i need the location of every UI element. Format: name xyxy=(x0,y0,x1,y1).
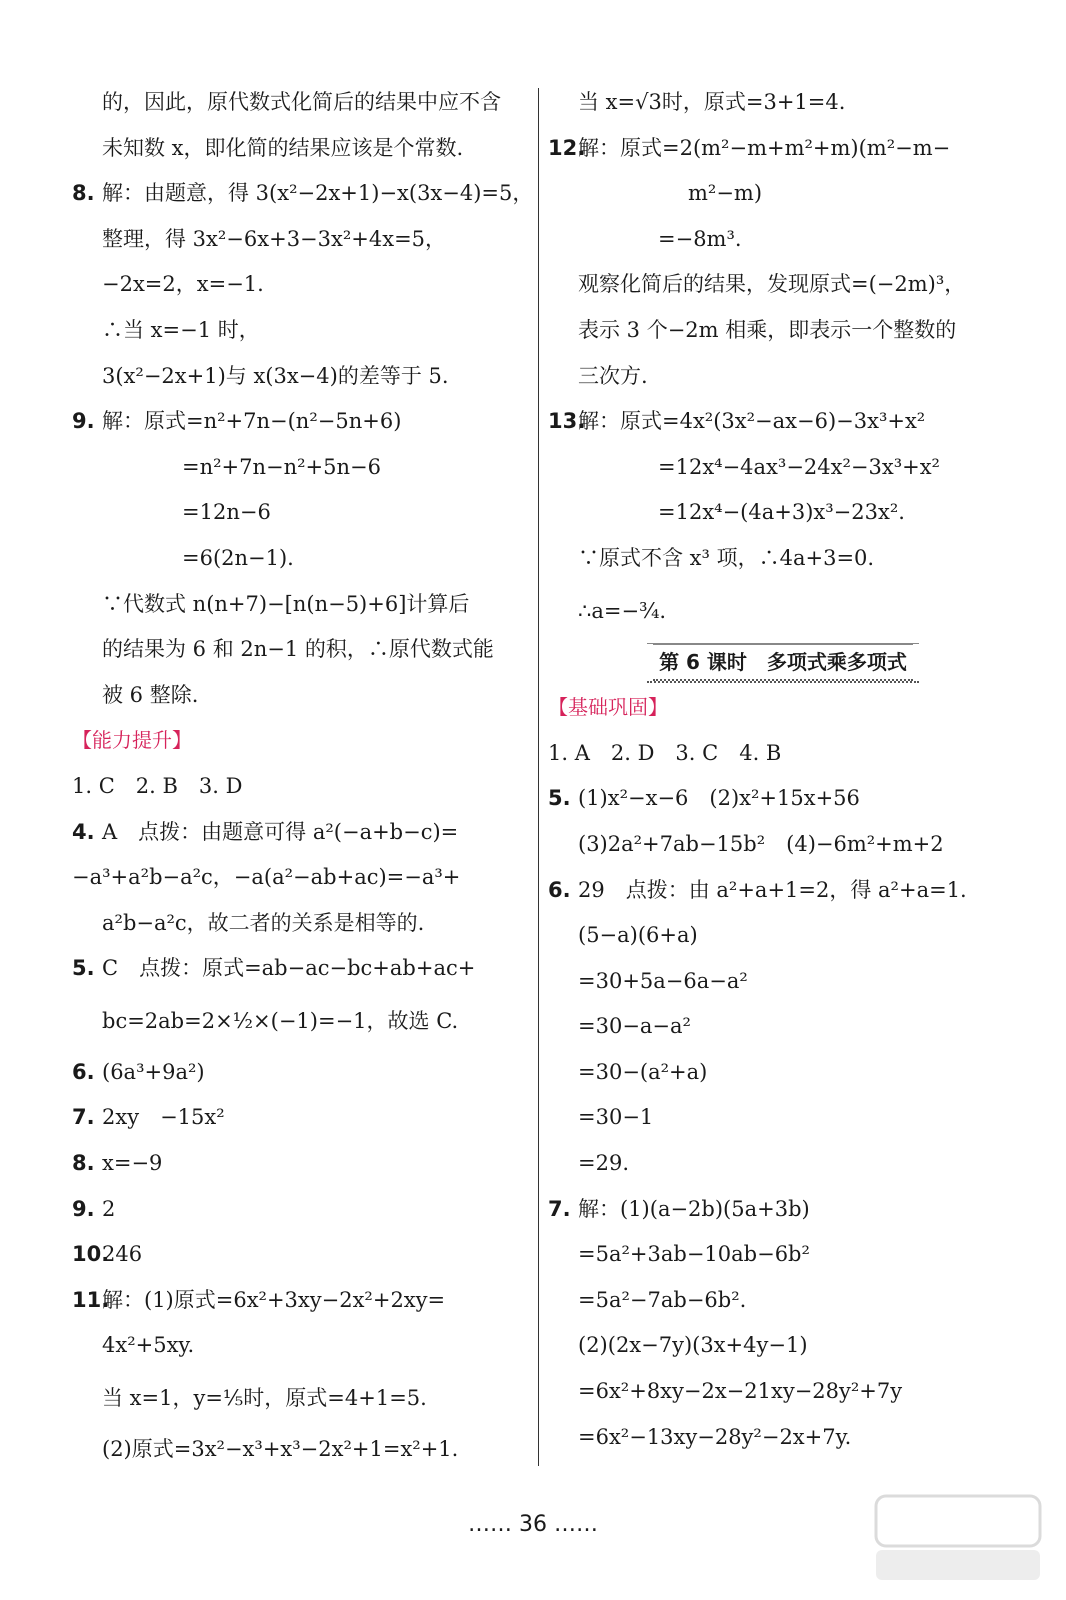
line-text: ∵原式不含 x³ 项，∴4a+3=0. xyxy=(578,545,875,570)
line-text: =5a²−7ab−6b². xyxy=(578,1287,747,1312)
line-text: (6a³+9a²) xyxy=(102,1059,205,1084)
question-number: 9. xyxy=(72,409,95,434)
line-text: 1. A 2. D 3. C 4. B xyxy=(548,740,782,765)
text-line xyxy=(72,445,528,491)
line-text: (2)(2x−7y)(3x+4y−1) xyxy=(578,1333,808,1358)
left-column xyxy=(72,80,534,1473)
text-line xyxy=(72,171,534,217)
text-line xyxy=(72,1369,528,1427)
text-line xyxy=(548,80,1018,126)
line-text: ∴a=−¾. xyxy=(578,598,667,623)
line-text: 表示 3 个−2m 相乘，即表示一个整数的 xyxy=(578,317,957,342)
question-number: 8. xyxy=(72,1151,95,1176)
line-text: =30+5a−6a−a² xyxy=(578,968,748,993)
lesson-title xyxy=(548,640,1018,686)
text-line xyxy=(548,582,1018,640)
text-line xyxy=(72,627,528,673)
line-text: bc=2ab=2×½×(−1)=−1，故选 C. xyxy=(102,1008,459,1033)
line-text: =6x²+8xy−2x−21xy−28y²+7y xyxy=(578,1379,903,1404)
line-text: =6(2n−1). xyxy=(182,545,294,570)
line-text: =30−a−a² xyxy=(578,1014,691,1039)
text-line xyxy=(548,868,1018,914)
line-text: 29 点拨：由 a²+a+1=2，得 a²+a=1. xyxy=(578,877,967,902)
line-text: (3)2a²+7ab−15b² (4)−6m²+m+2 xyxy=(578,831,944,856)
question-number: 9. xyxy=(72,1196,95,1221)
text-line xyxy=(548,171,1018,217)
line-text: 246 xyxy=(102,1242,143,1267)
text-line xyxy=(548,822,1018,868)
text-line xyxy=(72,354,528,400)
column-divider xyxy=(538,88,539,1466)
question-number: 4. xyxy=(72,819,95,844)
text-line xyxy=(548,217,1018,263)
line-text: 观察化简后的结果，发现原式=(−2m)³， xyxy=(578,272,966,297)
line-text: x=−9 xyxy=(102,1151,163,1176)
text-line xyxy=(72,1323,528,1369)
question-number: 5. xyxy=(72,956,95,981)
text-line xyxy=(72,1232,528,1278)
text-line xyxy=(72,901,528,947)
text-line xyxy=(548,354,1018,400)
line-text: 的结果为 6 和 2n−1 的积，∴原代数式能 xyxy=(102,637,494,662)
text-line xyxy=(548,1187,1018,1233)
line-text: −2x=2，x=−1. xyxy=(102,272,264,297)
text-line xyxy=(72,80,528,126)
text-line xyxy=(548,308,1018,354)
text-line xyxy=(72,126,528,172)
text-line xyxy=(72,810,528,856)
line-text: 【基础巩固】 xyxy=(548,695,668,720)
line-text: 第 6 课时 多项式乘多项式 xyxy=(653,644,913,681)
text-line xyxy=(72,399,528,445)
line-text: 2 xyxy=(102,1196,116,1221)
text-line xyxy=(72,582,528,628)
text-line xyxy=(548,262,1018,308)
text-line xyxy=(548,913,1018,959)
line-text: C 点拨：原式=ab−ac−bc+ab+ac+ xyxy=(102,956,476,981)
text-line xyxy=(72,308,528,354)
text-line xyxy=(72,262,528,308)
right-column xyxy=(548,80,1018,1460)
text-line xyxy=(72,992,528,1050)
line-text: 解：原式=n²+7n−(n²−5n+6) xyxy=(102,409,402,434)
text-line xyxy=(72,1050,528,1096)
text-line xyxy=(72,536,528,582)
text-line xyxy=(548,1141,1018,1187)
question-number: 8. xyxy=(72,181,95,206)
line-text: −a³+a²b−a²c，−a(a²−ab+ac)=−a³+ xyxy=(72,865,461,890)
text-line xyxy=(72,673,528,719)
text-line xyxy=(548,1323,1018,1369)
line-text: 整理，得 3x²−6x+3−3x²+4x=5， xyxy=(102,226,447,251)
text-line xyxy=(548,731,1018,777)
line-text: =12n−6 xyxy=(182,500,271,525)
text-line xyxy=(72,1187,528,1233)
question-number: 12. xyxy=(548,135,586,160)
line-text: =30−(a²+a) xyxy=(578,1059,708,1084)
line-text: =6x²−13xy−28y²−2x+7y. xyxy=(578,1424,852,1449)
text-line xyxy=(548,1278,1018,1324)
text-line xyxy=(548,1415,1018,1461)
line-text: (5−a)(6+a) xyxy=(578,923,698,948)
line-text: =12x⁴−4ax³−24x²−3x³+x² xyxy=(658,454,940,479)
text-line xyxy=(72,1141,528,1187)
line-text: a²b−a²c，故二者的关系是相等的. xyxy=(102,910,425,935)
text-line xyxy=(548,776,1018,822)
text-line xyxy=(72,1095,528,1141)
text-line xyxy=(548,1050,1018,1096)
line-text: (1)x²−x−6 (2)x²+15x+56 xyxy=(578,786,860,811)
text-line xyxy=(72,1278,528,1324)
line-text: 1. C 2. B 3. D xyxy=(72,773,243,798)
question-number: 11. xyxy=(72,1287,110,1312)
line-text: 的，因此，原代数式化简后的结果中应不含 xyxy=(102,90,501,114)
line-text: 被 6 整除. xyxy=(102,682,199,707)
line-text: 3(x²−2x+1)与 x(3x−4)的差等于 5. xyxy=(102,363,449,388)
text-line xyxy=(548,536,1018,582)
line-text: 当 x=√3时，原式=3+1=4. xyxy=(578,90,846,114)
watermark-logo xyxy=(868,1488,1048,1588)
text-line xyxy=(72,1427,528,1473)
line-text: =5a²+3ab−10ab−6b² xyxy=(578,1242,810,1267)
text-line xyxy=(72,490,528,536)
line-text: ∵代数式 n(n+7)−[n(n−5)+6]计算后 xyxy=(102,591,470,616)
page-number: …… 36 …… xyxy=(468,1512,598,1537)
line-text: ∴当 x=−1 时， xyxy=(102,317,260,342)
text-line xyxy=(548,126,1018,172)
line-text: =30−1 xyxy=(578,1105,654,1130)
question-number: 7. xyxy=(548,1196,571,1221)
line-text: 【能力提升】 xyxy=(72,728,192,753)
line-text: 解：由题意，得 3(x²−2x+1)−x(3x−4)=5， xyxy=(102,181,534,206)
line-text: 当 x=1，y=⅕时，原式=4+1=5. xyxy=(102,1386,427,1411)
text-line xyxy=(548,445,1018,491)
line-text: 解：原式=4x²(3x²−ax−6)−3x³+x² xyxy=(578,409,926,434)
line-text: =n²+7n−n²+5n−6 xyxy=(182,454,381,479)
text-line xyxy=(548,1232,1018,1278)
text-line xyxy=(548,490,1018,536)
line-text: 解：(1)原式=6x²+3xy−2x²+2xy= xyxy=(102,1287,446,1312)
line-text: =12x⁴−(4a+3)x³−23x². xyxy=(658,500,905,525)
text-line xyxy=(548,1095,1018,1141)
question-number: 5. xyxy=(548,786,571,811)
text-line xyxy=(72,946,528,992)
line-text: 解：原式=2(m²−m+m²+m)(m²−m− xyxy=(578,135,951,160)
line-text: 三次方. xyxy=(578,363,648,388)
question-number: 10. xyxy=(72,1242,110,1267)
line-text: 解：(1)(a−2b)(5a+3b) xyxy=(578,1196,810,1221)
line-text: 2xy −15x² xyxy=(102,1105,225,1130)
text-line xyxy=(548,1369,1018,1415)
line-text: 未知数 x，即化简的结果应该是个常数. xyxy=(102,135,464,160)
line-text: =−8m³. xyxy=(658,226,742,251)
line-text: (2)原式=3x²−x³+x³−2x²+1=x²+1. xyxy=(102,1437,459,1462)
section-heading xyxy=(72,718,528,764)
text-line xyxy=(548,1004,1018,1050)
section-heading xyxy=(548,685,1018,731)
text-line xyxy=(72,764,528,810)
line-text: A 点拨：由题意可得 a²(−a+b−c)= xyxy=(102,819,459,844)
text-line xyxy=(72,217,528,263)
line-text: 4x²+5xy. xyxy=(102,1333,195,1358)
line-text: m²−m) xyxy=(688,181,763,206)
question-number: 13. xyxy=(548,409,586,434)
text-line xyxy=(548,399,1018,445)
text-line xyxy=(548,959,1018,1005)
text-line xyxy=(72,855,528,901)
line-text: =29. xyxy=(578,1151,629,1176)
question-number: 6. xyxy=(72,1059,95,1084)
question-number: 7. xyxy=(72,1105,95,1130)
question-number: 6. xyxy=(548,877,571,902)
